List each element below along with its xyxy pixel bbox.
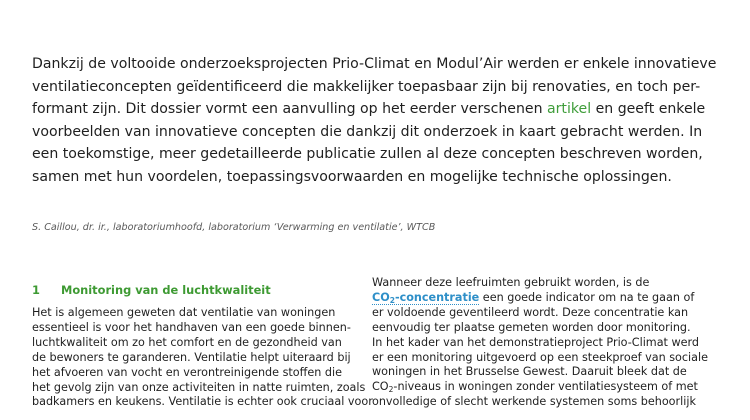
article-link[interactable]: artikel [547,101,592,118]
column-line [372,380,702,395]
intro-line [32,98,722,121]
column-line: onvolledige of slecht werkende systemen soms behoorlijk [372,395,696,409]
co2-text: CO [372,380,389,394]
co2-text: CO [372,290,390,304]
right-column [372,276,709,410]
intro-line: voorbeelden van innovatieve concepten die dankzij dit onderzoek in kaart gebracht werden. In [32,123,703,140]
section-heading [32,283,271,297]
column-line: badkamers en keukens. Ventilatie is echter ook cruciaal voor [32,395,373,409]
intro-line: Dankzij de voltooide onderzoeksprojecten Prio-Climat en Modul’Air werden er enkele innovatieve [32,56,717,72]
co2-concentration-link[interactable] [372,291,479,305]
co2-subscript: 2 [388,385,394,395]
section-title: Monitoring van de luchtkwaliteit [61,283,271,297]
column-line: Wanneer deze leefruimten gebruikt worden, is de [372,276,650,289]
column-text: een goede indicator om na te gaan of [479,290,695,304]
intro-line: een toekomstige, meer gedetailleerde publicatie zullen al deze concepten beschreven worden, [32,146,703,163]
left-column [32,306,373,410]
column-line: eenvoudig ter plaatse gemeten worden door monitoring. [372,320,691,334]
co2-subscript: 2 [389,295,395,305]
column-line: er voldoende geventileerd wordt. Deze concentratie kan [372,305,689,319]
column-text: -niveaus in woningen zonder ventilatiesysteem of met [393,380,698,394]
intro-line: samen met hun voordelen, toepassingsvoorwaarden en mogelijke technische oplossingen. [32,168,672,185]
column-line: woningen in het Brusselse Gewest. Daaruit bleek dat de [372,365,687,379]
intro-text: formant zijn. Dit dossier vormt een aanvulling op het eerder verschenen [32,101,547,118]
intro-text: en geeft enkele [591,101,706,118]
column-line: Het is algemeen geweten dat ventilatie van woningen [32,306,336,319]
column-line [372,291,702,306]
intro-line: ventilatieconcepten geïdentificeerd die makkelijker toepasbaar zijn bij renovaties, en toch per- [32,78,701,95]
column-line: er een monitoring uitgevoerd op een steekproef van sociale [372,350,709,364]
column-line: luchtkwaliteit om zo het comfort en de gezondheid van [32,335,342,349]
intro-paragraph [32,53,722,189]
column-line: de bewoners te garanderen. Ventilatie helpt uiteraard bij [32,350,351,364]
co2-term: -concentratie [394,290,480,304]
column-line: het afvoeren van vocht en verontreinigende stoffen die [32,365,342,379]
section-number: 1 [32,283,40,297]
column-line: essentieel is voor het handhaven van een goede binnen- [32,320,351,334]
column-line: In het kader van het demonstratieproject Prio-Climat werd [372,335,700,349]
column-line: het gevolg zijn van onze activiteiten in natte ruimten, zoals [32,380,366,394]
author-credit: S. Caillou, dr. ir., laboratoriumhoofd, laboratorium ‘Verwarming en ventilatie’, WTCB [32,222,436,233]
